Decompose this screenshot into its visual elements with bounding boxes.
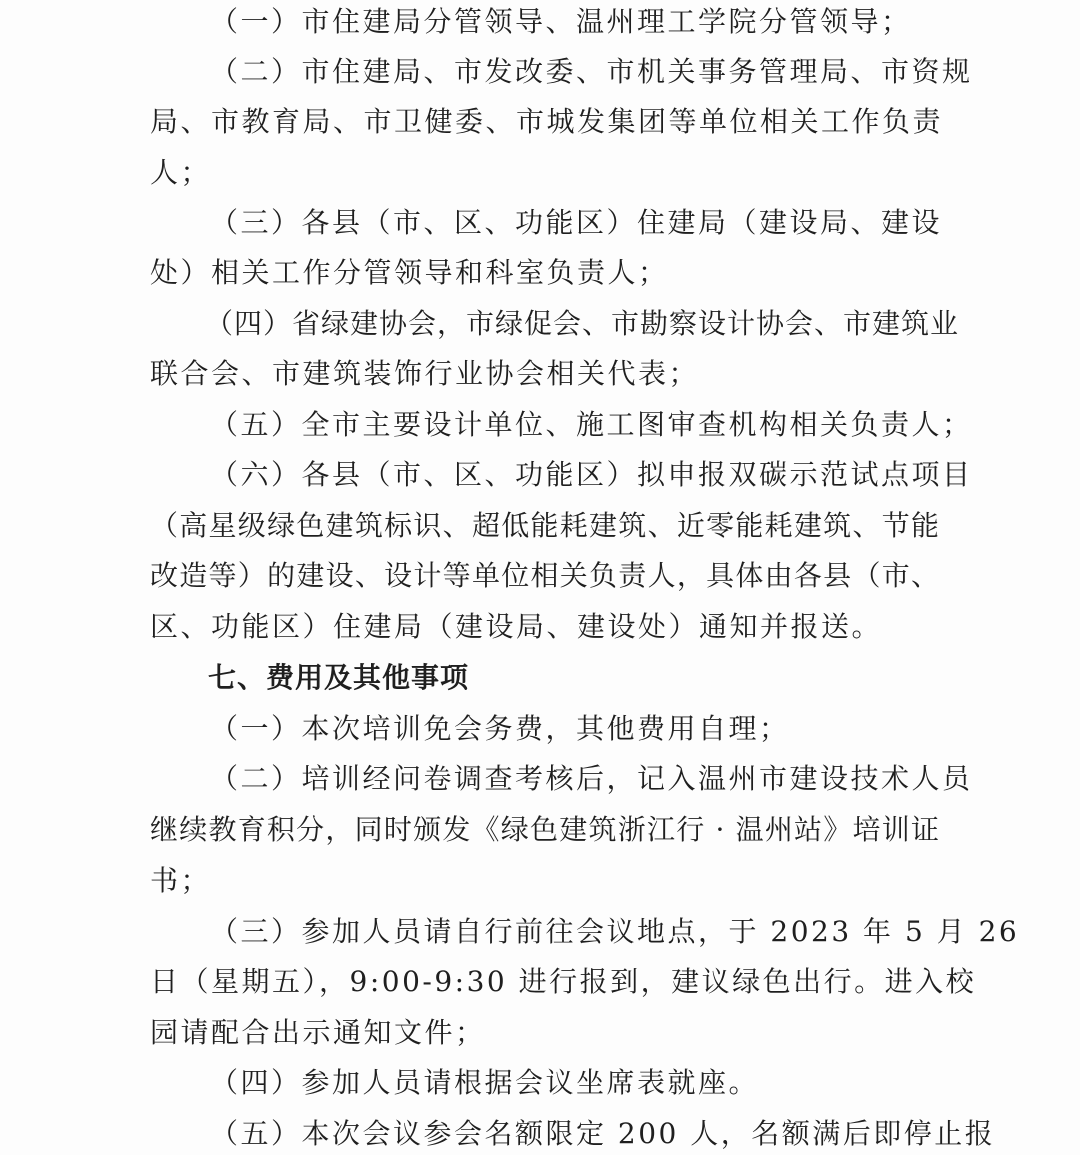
list-item-attendee-2-end: 人； <box>150 156 212 189</box>
list-item-fee-3: （三）参加人员请自行前往会议地点，于 2023 年 5 月 26 <box>210 915 1020 948</box>
list-item-fee-3-cont: 日（星期五），9:00-9:30 进行报到，建议绿色出行。进入校 <box>150 965 977 998</box>
list-item-fee-1: （一）本次培训免会务费，其他费用自理； <box>210 712 790 745</box>
list-item-attendee-6-cont: （高星级绿色建筑标识、超低能耗建筑、近零能耗建筑、节能 <box>150 509 940 542</box>
list-item-attendee-3: （三）各县（市、区、功能区）住建局（建设局、建设 <box>210 206 943 239</box>
list-item-fee-2-end: 书； <box>150 864 212 897</box>
list-item-attendee-3-cont: 处）相关工作分管领导和科室负责人； <box>150 256 669 289</box>
list-item-fee-4: （四）参加人员请根据会议坐席表就座。 <box>210 1066 760 1099</box>
list-item-attendee-6-end: 区、功能区）住建局（建设局、建设处）通知并报送。 <box>150 610 883 643</box>
list-item-fee-5: （五）本次会议参会名额限定 200 人，名额满后即停止报 <box>210 1117 996 1150</box>
list-item-fee-3-end: 园请配合出示通知文件； <box>150 1016 486 1049</box>
list-item-attendee-4: （四）省绿建协会，市绿促会、市勘察设计协会、市建筑业 <box>205 307 960 340</box>
list-item-fee-2-cont: 继续教育积分，同时颁发《绿色建筑浙江行 · 温州站》培训证 <box>150 813 940 846</box>
list-item-attendee-6-cont2: 改造等）的建设、设计等单位相关负责人，具体由各县（市、 <box>150 559 940 592</box>
list-item-attendee-2-cont: 局、市教育局、市卫健委、市城发集团等单位相关工作负责 <box>150 105 944 138</box>
list-item-attendee-4-cont: 联合会、市建筑装饰行业协会相关代表； <box>150 357 700 390</box>
list-item-attendee-5: （五）全市主要设计单位、施工图审查机构相关负责人； <box>210 408 973 441</box>
list-item-attendee-2: （二）市住建局、市发改委、市机关事务管理局、市资规 <box>210 55 973 88</box>
list-item-fee-2: （二）培训经问卷调查考核后，记入温州市建设技术人员 <box>210 762 973 795</box>
list-item-attendee-1: （一）市住建局分管领导、温州理工学院分管领导； <box>210 5 912 38</box>
list-item-attendee-6: （六）各县（市、区、功能区）拟申报双碳示范试点项目 <box>210 458 973 491</box>
section-heading-fees: 七、费用及其他事项 <box>208 661 470 694</box>
